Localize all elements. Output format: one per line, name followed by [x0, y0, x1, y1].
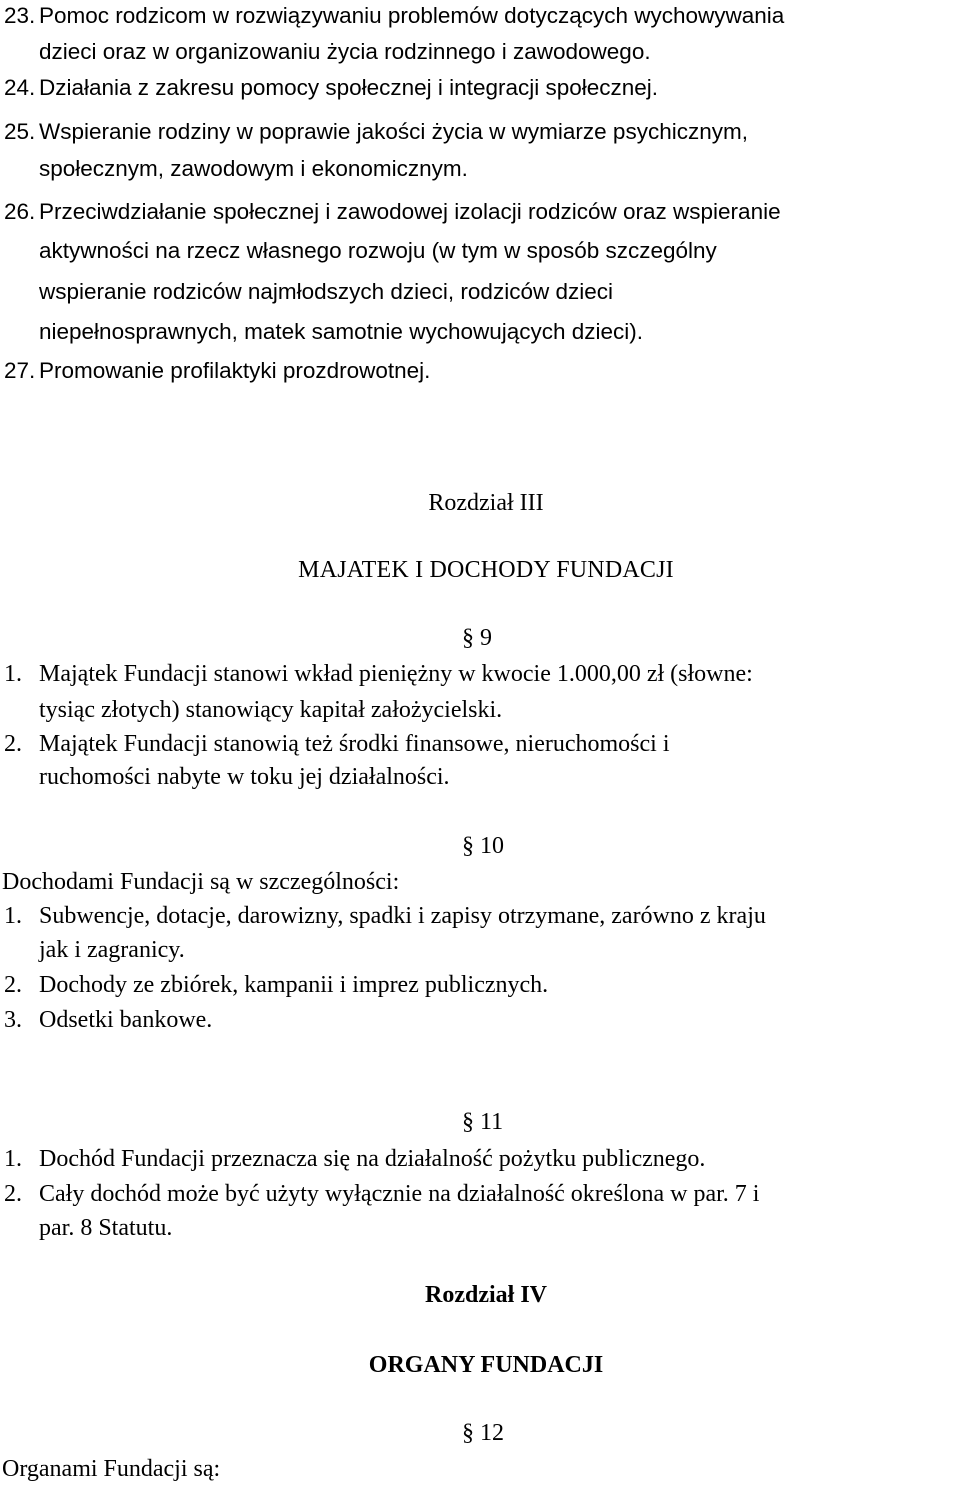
- list-item-text: ruchomości nabyte w toku jej działalności.: [39, 764, 450, 790]
- list-item-text: tysiąc złotych) stanowiący kapitał założycielski.: [39, 697, 503, 723]
- paragraph-mark: § 9: [462, 625, 492, 651]
- paragraph-mark: § 12: [462, 1420, 504, 1446]
- list-item-text: Odsetki bankowe.: [39, 1007, 213, 1033]
- list-item-text: Przeciwdziałanie społecznej i zawodowej izolacji rodziców oraz wspieranie: [39, 199, 781, 224]
- list-number: 2.: [4, 972, 22, 998]
- list-number: 1.: [4, 661, 22, 687]
- list-item-text: Majątek Fundacji stanowią też środki finansowe, nieruchomości i: [39, 731, 670, 757]
- list-number: 2.: [4, 1181, 22, 1207]
- list-item-text: Dochód Fundacji przeznacza się na działalność pożytku publicznego.: [39, 1146, 706, 1172]
- list-item-text: par. 8 Statutu.: [39, 1215, 173, 1241]
- list-item-text: aktywności na rzecz własnego rozwoju (w tym w sposób szczególny: [39, 238, 717, 263]
- list-number: 24.: [4, 75, 36, 100]
- paragraph-intro: Organami Fundacji są:: [2, 1456, 221, 1482]
- list-number: 26.: [4, 199, 36, 224]
- list-number: 3.: [4, 1007, 22, 1033]
- list-item-text: dzieci oraz w organizowaniu życia rodzinnego i zawodowego.: [39, 39, 651, 64]
- list-item-text: Działania z zakresu pomocy społecznej i integracji społecznej.: [39, 75, 659, 100]
- list-number: 25.: [4, 119, 36, 144]
- list-item-text: Cały dochód może być użyty wyłącznie na działalność określona w par. 7 i: [39, 1181, 760, 1207]
- list-item-text: jak i zagranicy.: [39, 937, 185, 963]
- list-number: 27.: [4, 358, 36, 383]
- list-item-text: Promowanie profilaktyki prozdrowotnej.: [39, 358, 431, 383]
- paragraph-mark: § 10: [462, 833, 504, 859]
- list-item-text: Subwencje, dotacje, darowizny, spadki i zapisy otrzymane, zarówno z kraju: [39, 903, 766, 929]
- list-item-text: Wspieranie rodziny w poprawie jakości życia w wymiarze psychicznym,: [39, 119, 748, 144]
- list-item-text: wspieranie rodziców najmłodszych dzieci, rodziców dzieci: [39, 279, 613, 304]
- chapter-heading: Rozdział IV: [425, 1282, 547, 1308]
- list-item-text: społecznym, zawodowym i ekonomicznym.: [39, 156, 468, 181]
- list-number: 1.: [4, 1146, 22, 1172]
- list-item-text: Majątek Fundacji stanowi wkład pieniężny w kwocie 1.000,00 zł (słowne:: [39, 661, 753, 687]
- paragraph-mark: § 11: [462, 1109, 504, 1135]
- list-number: 1.: [4, 903, 22, 929]
- chapter-title: ORGANY FUNDACJI: [368, 1352, 604, 1378]
- chapter-heading: Rozdział III: [428, 490, 544, 516]
- list-number: 2.: [4, 731, 22, 757]
- paragraph-intro: Dochodami Fundacji są w szczególności:: [2, 869, 400, 895]
- list-item-text: Pomoc rodzicom w rozwiązywaniu problemów dotyczących wychowywania: [39, 3, 785, 28]
- list-item-text: Dochody ze zbiórek, kampanii i imprez publicznych.: [39, 972, 549, 998]
- list-number: 23.: [4, 3, 36, 28]
- list-item-text: niepełnosprawnych, matek samotnie wychowujących dzieci).: [39, 319, 644, 344]
- chapter-title: MAJATEK I DOCHODY FUNDACJI: [298, 557, 674, 583]
